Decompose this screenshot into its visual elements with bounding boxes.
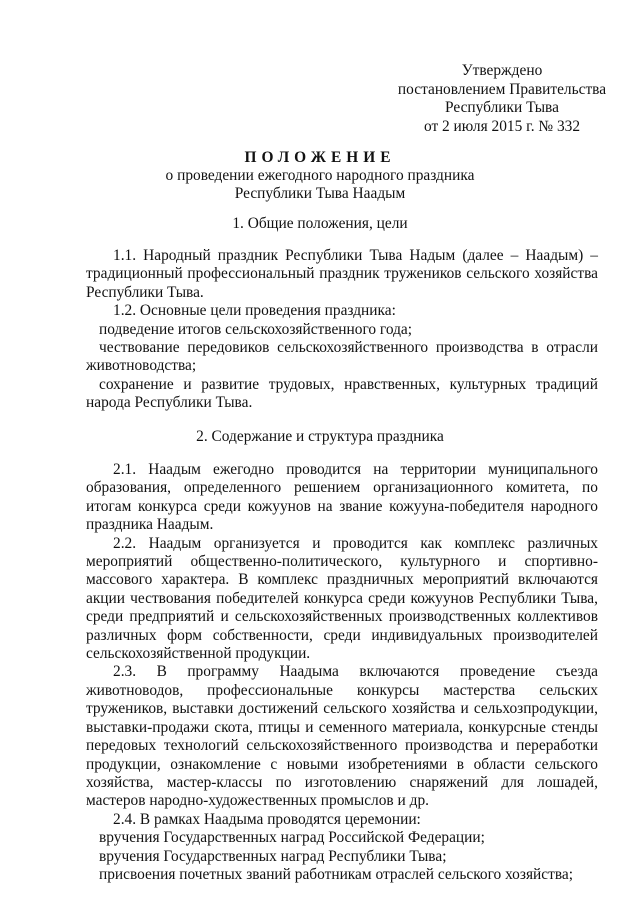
subtitle-line-1: о проведении ежегодного народного праздника <box>165 167 475 184</box>
document-subtitle <box>86 167 554 204</box>
ceremony-item: присвоения почетных званий работникам отраслей сельского хозяйства; <box>99 865 573 883</box>
approval-stamp <box>378 62 626 136</box>
goal-item: подведение итогов сельскохозяйственного года; <box>99 320 413 338</box>
paragraph-2-3: 2.3. В программу Наадыма включаются проведение съезда животноводов, профессиональные конкурсы мастерства сельских тружеников, выставки достижений сельского хозяйства и сельхозпродукции, выставки-продажи скота, птицы и семенного материала, конкурсные стенды передовых технологий сельскохозяйственного производства и переработки продукции, ознакомление с новыми изобретениями в области сельского хозяйства, мастер-классы по изготовлению снаряжений для лошадей, мастеров народно-художественных промыслов и др. <box>86 663 598 810</box>
section-1-heading: 1. Общие положения, цели <box>232 215 408 232</box>
paragraph-2-1: 2.1. Наадым ежегодно проводится на территории муниципального образования, определенного решением организационного комитета, по итогам конкурса среди кожуунов на звание кожууна-победителя народного праздника Наадым. <box>86 461 598 534</box>
subtitle-line-2: Республики Тыва Наадым <box>234 185 406 203</box>
paragraph-2-2: 2.2. Наадым организуется и проводится как комплекс различных мероприятий общественно-политического, культурного и спортивно-массового характера. В комплекс праздничных мероприятий включаются акции чествования победителей конкурса среди кожуунов Республики Тыва, среди предприятий и сельскохозяйственных производственных коллективов различных форм собственности, среди индивидуальных производителей сельскохозяйственной продукции. <box>86 534 598 663</box>
document-title-block <box>86 148 554 204</box>
approval-line-2: постановлением Правительства <box>397 80 607 98</box>
ceremony-item: вручения Государственных наград Российской Федерации; <box>99 829 485 847</box>
section-2-heading: 2. Содержание и структура праздника <box>196 428 444 445</box>
document-title: ПОЛОЖЕНИЕ <box>244 149 396 166</box>
approval-line-4: от 2 июля 2015 г. № 332 <box>423 117 581 135</box>
approval-line-1: Утверждено <box>461 62 543 79</box>
goal-item: сохранение и развитие трудовых, нравственных, культурных традиций народа Республики Тыва. <box>86 375 598 412</box>
section-1-body <box>86 247 598 413</box>
approval-line-3: Республики Тыва <box>445 99 559 116</box>
ceremony-item: вручения Государственных наград Республики Тыва; <box>99 847 447 865</box>
paragraph-1-1: 1.1. Народный праздник Республики Тыва Надым (далее – Наадым) – традиционный профессиональный праздник тружеников сельского хозяйства Республики Тыва. <box>86 247 598 301</box>
section-2-body <box>86 461 598 884</box>
paragraph-1-2: 1.2. Основные цели проведения праздника: <box>113 302 396 320</box>
paragraph-2-4: 2.4. В рамках Наадыма проводятся церемонии: <box>113 810 421 828</box>
goal-item: чествование передовиков сельскохозяйственного производства в отрасли животноводства; <box>86 339 598 375</box>
